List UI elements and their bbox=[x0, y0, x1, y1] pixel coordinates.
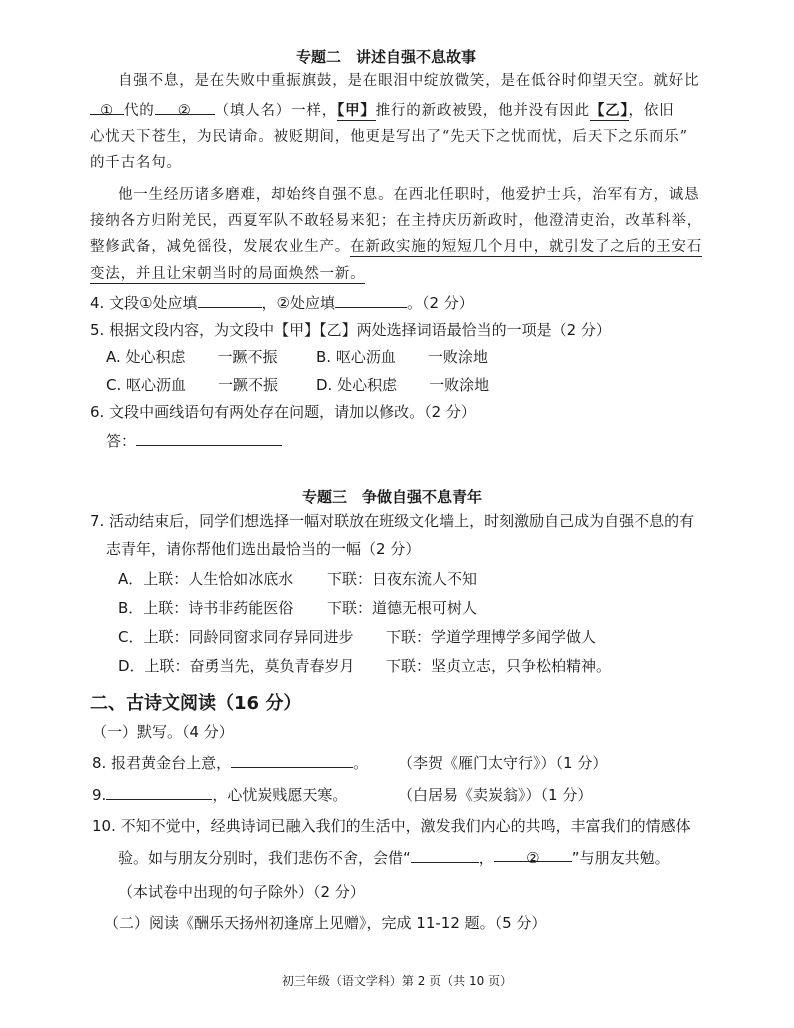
blank-2[interactable]: ② bbox=[155, 100, 215, 115]
passage-line: 的千古名句。 bbox=[90, 155, 182, 171]
question-10: 10. 不知不觉中，经典诗词已融入我们的生活中，激发我们内心的共鸣，丰富我们的情感体 bbox=[92, 817, 691, 835]
answer-label: 答： bbox=[106, 432, 137, 450]
question-10-cont bbox=[118, 847, 670, 869]
option-pair: 一蹶不振 bbox=[217, 348, 278, 366]
underlined-sentence: 在新政实施的短短几个月中，就引发了之后的王安石 bbox=[350, 239, 703, 255]
passage-text: （填人名）一样， bbox=[214, 103, 338, 119]
underlined-sentence: 变法，并且让宋朝当时的局面焕然一新。 bbox=[90, 266, 366, 282]
q4-text: 。（2 分） bbox=[406, 294, 474, 312]
option-b[interactable] bbox=[118, 597, 293, 618]
topic2-title: 专题二 讲述自强不息故事 bbox=[296, 48, 477, 66]
question-8 bbox=[92, 752, 368, 774]
passage-text: 整修武备，减免徭役，发展农业生产。 bbox=[90, 239, 351, 255]
answer-blank[interactable] bbox=[198, 293, 262, 308]
blank-1[interactable]: ① bbox=[90, 100, 124, 115]
passage-line bbox=[90, 263, 365, 285]
option-label: A. 处心积虑 bbox=[106, 348, 186, 366]
option-c[interactable] bbox=[106, 374, 278, 395]
passage-line-blanks bbox=[90, 100, 674, 122]
q6-answer bbox=[106, 430, 282, 452]
page-footer: 初三年级（语文学科）第 2 页（共 10 页） bbox=[281, 974, 513, 988]
subsection-title: （一）默写。（4 分） bbox=[92, 723, 234, 741]
option-d[interactable] bbox=[316, 374, 489, 395]
question-9 bbox=[92, 784, 347, 806]
passage-line bbox=[90, 236, 702, 258]
answer-blank[interactable] bbox=[335, 293, 407, 308]
q10-text: ， bbox=[478, 849, 494, 867]
passage-line: 接纳各方归附羌民，西夏军队不敢轻易来犯；在主持庆历新政时，他澄清吏治，改革科举， bbox=[90, 213, 702, 229]
answer-blank[interactable] bbox=[411, 848, 479, 863]
q8-source: （李贺《雁门太守行》）（1 分） bbox=[398, 754, 608, 772]
passage-line: 心忧天下苍生，为民请命。被贬期间，他更是写出了“先天下之忧而忧，后天下之乐而乐” bbox=[90, 129, 688, 145]
option-pair: 一败涂地 bbox=[429, 376, 490, 394]
option-c-lower: 下联：学道学理博学多闻学做人 bbox=[386, 628, 597, 646]
section-title: 二、古诗文阅读（16 分） bbox=[90, 693, 302, 714]
answer-blank[interactable] bbox=[231, 753, 353, 768]
option-d[interactable] bbox=[118, 655, 355, 676]
question-7-cont: 志青年，请你帮他们选出最恰当的一幅（2 分） bbox=[106, 540, 421, 558]
question-7: 7. 活动结束后，同学们想选择一幅对联放在班级文化墙上，时刻激励自己成为自强不息的有 bbox=[90, 512, 695, 530]
q4-text: ，②处应填 bbox=[261, 294, 335, 312]
option-label: C. 呕心沥血 bbox=[106, 376, 187, 394]
passage-text: ，依旧 bbox=[628, 103, 675, 119]
option-b-lower: 下联：道德无根可树人 bbox=[327, 599, 478, 617]
passage-text: 代的 bbox=[124, 103, 155, 119]
answer-blank[interactable] bbox=[106, 785, 212, 800]
option-label: C．上联：同龄同窗求同存异同进步 bbox=[118, 628, 354, 646]
q9-text: ，心忧炭贱愿天寒。 bbox=[212, 786, 348, 804]
q4-text: 4. 文段①处应填 bbox=[90, 294, 198, 312]
answer-line[interactable] bbox=[136, 431, 282, 446]
q10-text: ”与朋友共勉。 bbox=[571, 849, 670, 867]
subsection-title-2: （二）阅读《酬乐天扬州初逢席上见赠》，完成 11-12 题。（5 分） bbox=[104, 914, 547, 932]
option-a-lower: 下联：日夜东流人不知 bbox=[327, 570, 478, 588]
q8-text: 。 bbox=[353, 754, 369, 772]
option-b[interactable] bbox=[316, 346, 488, 367]
question-6: 6. 文段中画线语句有两处存在问题，请加以修改。（2 分） bbox=[90, 403, 476, 421]
option-label: D. 处心积虑 bbox=[316, 376, 398, 394]
option-pair: 一蹶不振 bbox=[218, 376, 279, 394]
q9-source: （白居易《卖炭翁》）（1 分） bbox=[398, 786, 593, 804]
option-a[interactable] bbox=[106, 346, 278, 367]
passage-line: 他一生经历诸多磨难，却始终自强不息。在西北任职时，他爱护士兵，治军有方，诚恳 bbox=[118, 187, 700, 203]
option-a[interactable] bbox=[118, 568, 293, 589]
option-d-lower: 下联：坚贞立志，只争松柏精神。 bbox=[386, 657, 612, 675]
option-label: A．上联：人生恰如冰底水 bbox=[118, 570, 294, 588]
passage-text: 推行的新政被毁，他并没有因此 bbox=[375, 103, 590, 119]
option-label: B. 呕心沥血 bbox=[316, 348, 396, 366]
option-label: D．上联：奋勇当先，莫负青春岁月 bbox=[118, 657, 355, 675]
option-label: B．上联：诗书非药能医俗 bbox=[118, 599, 294, 617]
passage-line: 自强不息，是在失败中重振旗鼓，是在眼泪中绽放微笑，是在低谷时仰望天空。就好比 bbox=[118, 73, 700, 89]
q9-text: 9. bbox=[92, 786, 107, 804]
option-pair: 一败涂地 bbox=[427, 348, 488, 366]
blank-jia: 【甲】 bbox=[337, 102, 376, 119]
q8-text: 8. 报君黄金台上意， bbox=[92, 754, 232, 772]
q10-text: 验。如与朋友分别时，我们悲伤不舍，会借“ bbox=[118, 849, 411, 867]
answer-blank-2[interactable]: ② bbox=[494, 847, 572, 862]
question-4 bbox=[90, 292, 474, 314]
option-c[interactable] bbox=[118, 626, 353, 647]
topic3-title: 专题三 争做自强不息青年 bbox=[302, 488, 483, 506]
q10-note: （本试卷中出现的句子除外）（2 分） bbox=[118, 883, 365, 901]
question-5: 5. 根据文段内容，为文段中【甲】【乙】两处选择词语最恰当的一项是（2 分） bbox=[90, 321, 611, 339]
blank-yi: 【乙】 bbox=[589, 102, 629, 119]
